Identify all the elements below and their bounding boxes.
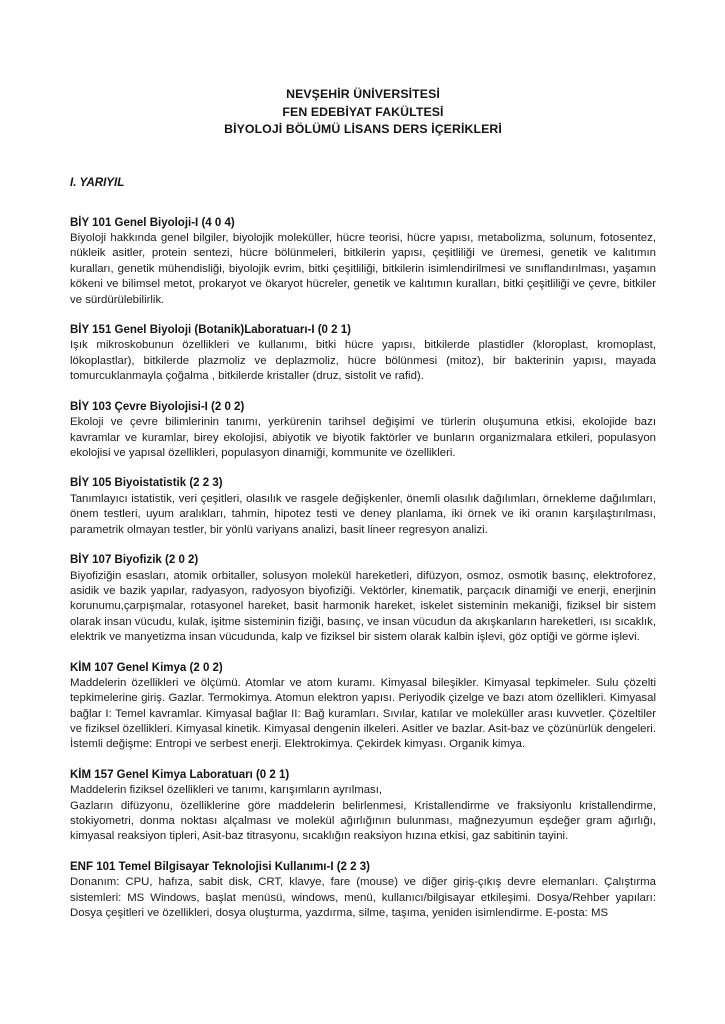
course-title: KİM 157 Genel Kimya Laboratuarı (0 2 1) [70, 768, 290, 781]
course-block-biy107 [70, 553, 656, 645]
course-description: Maddelerin fiziksel özellikleri ve tanımı, karışımların ayrılması, [70, 784, 383, 797]
document-header [70, 86, 656, 139]
course-block-biy101 [70, 216, 656, 308]
semester-label: I. YARIYIL [70, 175, 125, 189]
course-block-enf101 [70, 860, 656, 921]
title-department: BİYOLOJİ BÖLÜMÜ LİSANS DERS İÇERİKLERİ [224, 122, 502, 137]
title-university: NEVŞEHİR ÜNİVERSİTESİ [286, 87, 440, 101]
course-title: BİY 101 Genel Biyoloji-I (4 0 4) [70, 216, 235, 229]
course-description: Donanım: CPU, hafıza, sabit disk, CRT, klavye, fare (mouse) ve diğer giriş-çıkış devre elemanları. Çalıştırma sistemleri: MS Windows, başlat menüsü, windows, menü, kullanıcı/bilgisayar etkileşimi. Dosya/Rehber yapıları: Dosya çeşitleri ve özellikleri, dosya oluşturma, yazdırma, silme, taşıma, yeniden isimlendirme. E-posta: MS [70, 876, 656, 919]
course-description: Biyofiziğin esasları, atomik orbitaller, solusyon molekül hareketleri, difüzyon, osmoz, osmotik basınç, elektroforez, asidik ve bazik yapılar, radyasyon, radyosyon biyofiziği. Vektörler, kinematik, parçacık dinamiği ve enerji, enerjinin korunumu,çarpışmalar, rotasyonel hareket, basit harmonik hareket, iskelet sisteminin mekaniği, fiziksel bir sistem olarak insan vücudu, kulak, işitme sisteminin fiziği, basınç, ve insan vücudun da akışkanların hareketleri, ısı sıcaklık, elektrik ve manyetizma insan vücudunda, kalp ve fiziksel bir sistem olarak kalbin işlevi, göz optiği ve görme işlevi. [70, 569, 656, 643]
course-description: Ekoloji ve çevre bilimlerinin tanımı, yerkürenin tarihsel değişimi ve türlerin oluşumuna etkisi, ekolojide bazı kavramlar ve kuramlar, birey ekolojisi, abiyotik ve biyotik faktörler ve bunların organizmalara etkileri, populasyon ekolojisi ve yapısal özellikleri, populasyon dinamiği, kommunite ve özellikleri. [70, 416, 656, 459]
course-block-biy105 [70, 476, 656, 537]
course-description-continued: Gazların difüzyonu, özelliklerine göre maddelerin belirlenmesi, Kristallendirme ve fraksiyonlu kristallendirme, stokiyometri, donma noktası alçalması ve molekül ağırlığının bulunması, mağnezyumun eşdeğer gram ağırlığı, kimyasal reaksiyon tipleri, Asit-baz titrasyonu, sıcaklığın reaksiyon hızına etkisi, gaz sabitinin tayini. [70, 799, 656, 843]
course-block-kim157 [70, 768, 656, 845]
course-title: KİM 107 Genel Kimya (2 0 2) [70, 661, 223, 674]
course-block-kim107 [70, 661, 656, 753]
course-block-biy103 [70, 400, 656, 461]
course-description: Biyoloji hakkında genel bilgiler, biyolojik moleküller, hücre teorisi, hücre yapısı, metabolizma, solunum, fotosentez, nükleik asitler, protein sentezi, hücre bölünmeleri, bitkilerin yapısı, çeşitliliği ve üremesi, genetik ve kalıtımın kuralları, genetik mühendisliği, biyolojik evrim, bitki çeşitliliği, bitkilerin isimlendirilmesi ve sınıflandırılması, yaşamın kökeni ve bilimsel metot, prokaryot ve ökaryot hücreler, genetik ve kalıtımın kuralları, bitki çeşitliliği ve çevre, bitkiler ve sürdürülebilirlik. [70, 232, 656, 306]
course-description: Işık mikroskobunun özellikleri ve kullanımı, bitki hücre yapısı, bitkilerde plastidler (kloroplast, kromoplast, lökoplastlar), bitkilerde plazmoliz ve deplazmoliz, hücre bölünmesi (mitoz), bir bakterinin yapısı, mayada tomurcuklanmayla çoğalma , bitkilerde kristaller (druz, sistolit ve rafid). [70, 339, 656, 383]
title-faculty: FEN EDEBİYAT FAKÜLTESİ [282, 104, 444, 119]
course-title: ENF 101 Temel Bilgisayar Teknolojisi Kullanımı-I (2 2 3) [70, 860, 370, 873]
course-title: BİY 107 Biyofizik (2 0 2) [70, 554, 199, 567]
course-title: BİY 105 Biyoistatistik (2 2 3) [70, 477, 223, 490]
course-description: Maddelerin özellikleri ve ölçümü. Atomlar ve atom kuramı. Kimyasal bileşikler. Kimyasal tepkimeler. Sulu çözelti tepkimelerine giriş. Gazlar. Termokimya. Atomun elektron yapısı. Periyodik çizelge ve bazı atom özellikleri. Kimyasal bağlar I: Temel kavramlar. Kimyasal bağlar II: Bağ kuramları. Sıvılar, katılar ve moleküller arası kuvvetler. Çözeltiler ve fiziksel özellikleri. Kimyasal kinetik. Kimyasal dengenin ilkeleri. Asitler ve bazlar. Asit-baz ve çözünürlük dengeleri. İstemli değişme: Entropi ve serbest enerji. Elektrokimya. Çekirdek kimyası. Organik kimya. [70, 676, 656, 751]
course-description: Tanımlayıcı istatistik, veri çeşitleri, olasılık ve rasgele değişkenler, önemli olasılık dağılımları, örnekleme dağılımları, önem testleri, uyum aralıkları, tahmin, hipotez testi ve deney planlama, iki örnek ve iki oranın karşılaştırılması, parametrik olmayan testler, bir yönlü variyans analizi, basit lineer regresyon analizi. [70, 492, 656, 536]
course-title: BİY 151 Genel Biyoloji (Botanik)Laboratuarı-I (0 2 1) [70, 324, 351, 337]
course-block-biy151 [70, 323, 656, 384]
course-title: BİY 103 Çevre Biyolojisi-I (2 0 2) [70, 400, 245, 413]
page-content [70, 86, 656, 921]
